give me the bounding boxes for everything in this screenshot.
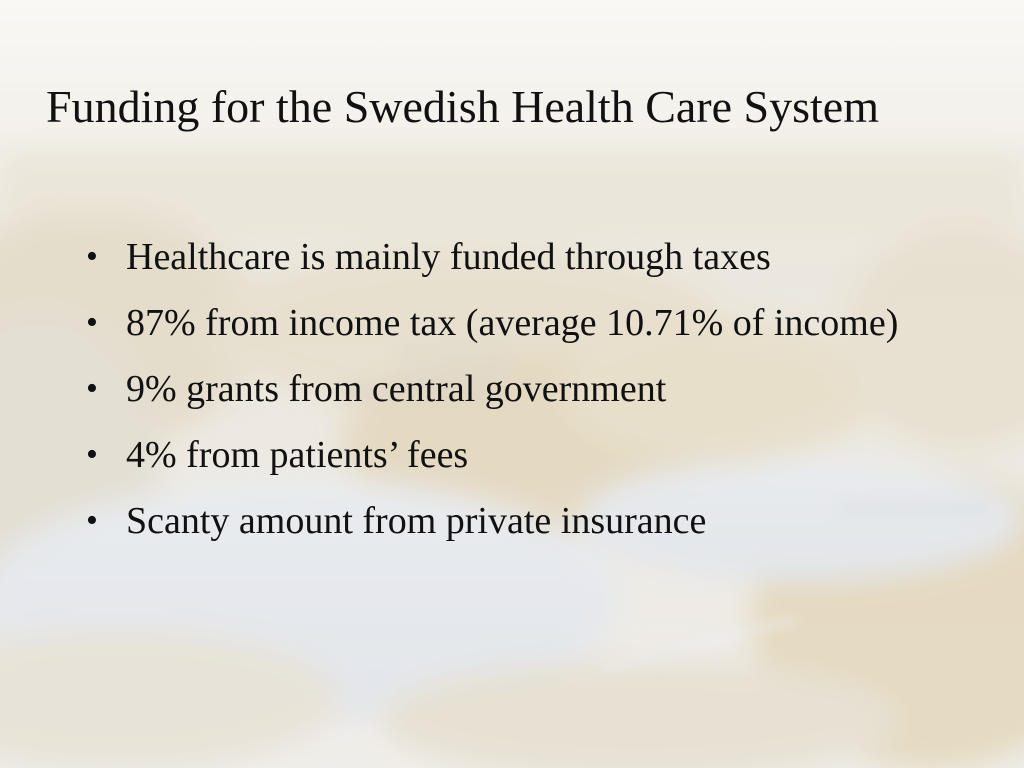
bullet-dot-icon: • bbox=[86, 436, 98, 473]
bullet-text: 4% from patients’ fees bbox=[126, 434, 469, 476]
bullet-item bbox=[86, 296, 926, 350]
bullet-dot-icon: • bbox=[86, 502, 98, 539]
bullet-text: Scanty amount from private insurance bbox=[126, 500, 707, 542]
slide-title: Funding for the Swedish Health Care System bbox=[46, 81, 880, 132]
bullet-text: 87% from income tax (average 10.71% of income) bbox=[126, 302, 899, 344]
bullet-list bbox=[86, 230, 926, 560]
bullet-item bbox=[86, 362, 926, 416]
bullet-item bbox=[86, 230, 926, 284]
bullet-item bbox=[86, 494, 926, 548]
bullet-dot-icon: • bbox=[86, 304, 98, 341]
bullet-item bbox=[86, 428, 926, 482]
bullet-dot-icon: • bbox=[86, 238, 98, 275]
bullet-dot-icon: • bbox=[86, 370, 98, 407]
bullet-text: 9% grants from central government bbox=[126, 368, 667, 410]
bullet-text: Healthcare is mainly funded through taxes bbox=[126, 236, 771, 278]
